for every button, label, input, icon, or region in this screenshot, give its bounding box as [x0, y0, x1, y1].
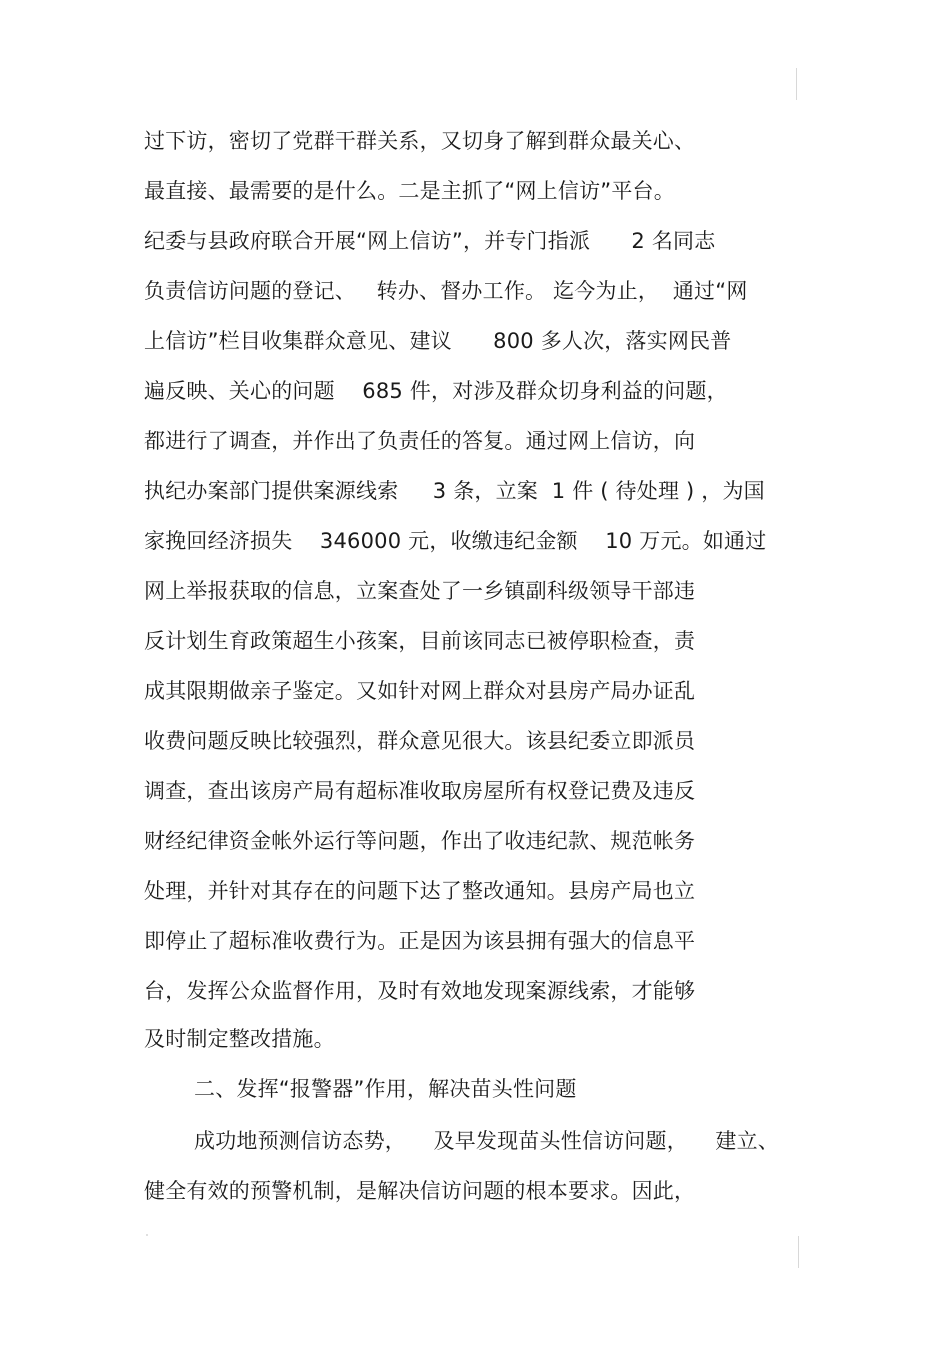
text-line: 纪委与县政府联合开展“网上信访”，并专门指派 2 名同志 [144, 229, 716, 253]
text-line: 处理，并针对其存在的问题下达了整改通知。县房产局也立 [144, 879, 696, 903]
text-line: 遍反映、关心的问题 685 件，对涉及群众切身利益的问题， [144, 379, 728, 403]
text-line: 执纪办案部门提供案源线索 3 条，立案 1 件 ( 待处理 ) ，为国 [144, 479, 765, 503]
text-line: 调查，查出该房产局有超标准收取房屋所有权登记费及违反 [144, 779, 696, 803]
page-margin-dot [146, 1234, 148, 1236]
text-line: 反计划生育政策超生小孩案，目前该同志已被停职检查，责 [144, 629, 696, 653]
text-line: 及时制定整改措施。 [144, 1027, 335, 1051]
text-line: 负责信访问题的登记、 转办、督办工作。 迄今为止， 通过“网 [144, 279, 748, 303]
page-margin-mark-top [796, 68, 797, 100]
text-line: 收费问题反映比较强烈，群众意见很大。该县纪委立即派员 [144, 729, 696, 753]
text-line: 成功地预测信访态势， 及早发现苗头性信访问题， 建立、 [194, 1129, 779, 1153]
text-line: 财经纪律资金帐外运行等问题，作出了收违纪款、规范帐务 [144, 829, 696, 853]
text-line: 过下访，密切了党群干群关系，又切身了解到群众最关心、 [144, 129, 696, 153]
text-line: 都进行了调查，并作出了负责任的答复。通过网上信访，向 [144, 429, 696, 453]
text-line: 台，发挥公众监督作用，及时有效地发现案源线索，才能够 [144, 979, 696, 1003]
text-line: 上信访”栏目收集群众意见、建议 800 多人次，落实网民普 [144, 329, 732, 353]
text-line: 健全有效的预警机制，是解决信访问题的根本要求。因此， [144, 1179, 696, 1203]
text-line: 成其限期做亲子鉴定。又如针对网上群众对县房产局办证乱 [144, 679, 696, 703]
section-heading: 二、发挥“报警器”作用，解决苗头性问题 [194, 1077, 577, 1101]
text-line: 最直接、最需要的是什么。二是主抓了“网上信访”平台。 [144, 179, 675, 203]
text-line: 即停止了超标准收费行为。正是因为该县拥有强大的信息平 [144, 929, 696, 953]
page-margin-mark-bottom [798, 1236, 799, 1268]
text-line: 网上举报获取的信息，立案查处了一乡镇副科级领导干部违 [144, 579, 696, 603]
text-line: 家挽回经济损失 346000 元，收缴违纪金额 10 万元。如通过 [144, 529, 767, 553]
